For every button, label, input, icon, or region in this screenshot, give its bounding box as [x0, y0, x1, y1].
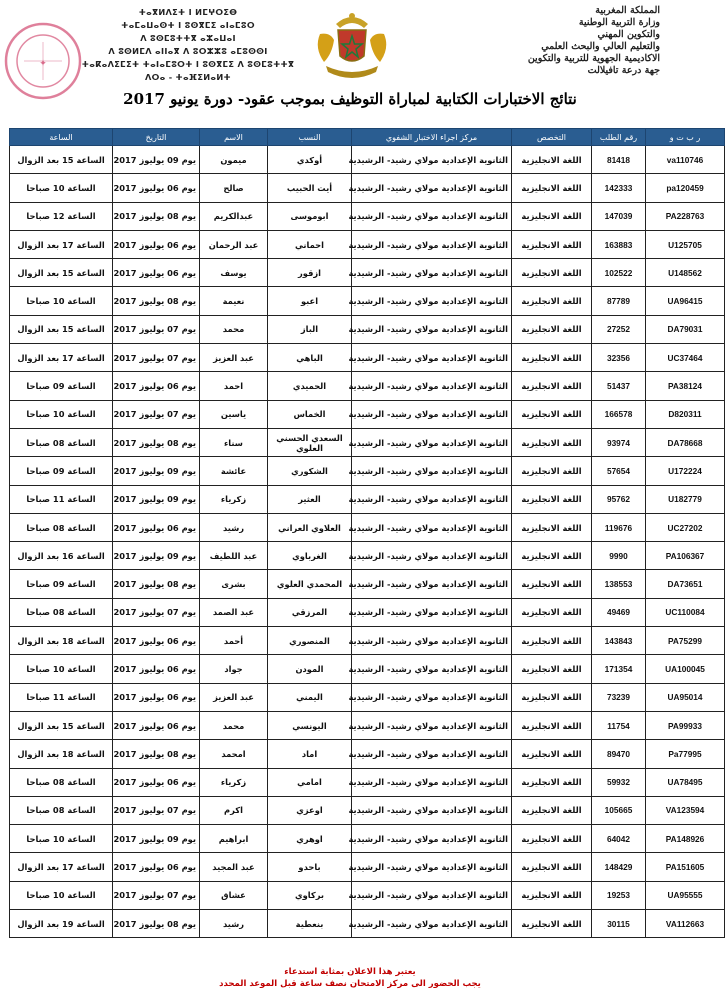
cell-family-name: امامي	[268, 768, 352, 796]
cell-specialty: اللغة الانجليزية	[512, 711, 592, 739]
cell-code: Pa77995	[646, 740, 725, 768]
cell-exam-center: الثانوية الإعدادية مولاي رشيد- الرشيدية	[352, 230, 512, 258]
cell-specialty: اللغة الانجليزية	[512, 146, 592, 174]
cell-specialty: اللغة الانجليزية	[512, 598, 592, 626]
cell-first-name: عبد الرحمان	[200, 230, 268, 258]
table-row	[10, 400, 725, 428]
cell-family-name: باحدو	[268, 853, 352, 881]
cell-exam-center: الثانوية الإعدادية مولاي رشيد- الرشيدية	[352, 315, 512, 343]
cell-first-name: أحمد	[200, 627, 268, 655]
cell-code: UA95555	[646, 881, 725, 909]
tifinagh-line: ⵜⴰⴽⴰⴷⵉⵎⵉⵜ ⵜⴰⵏⴰⵎⵓⵔⵜ ⵏ ⵓⵙⴳⵎⵉ ⴷ ⵓⵙⵎⵓⵜⵜⴳ	[81, 59, 295, 69]
cell-request-number: 166578	[592, 400, 646, 428]
table-row	[10, 542, 725, 570]
table-row	[10, 202, 725, 230]
cell-family-name: الغرباوي	[268, 542, 352, 570]
arabic-header-line: والتعليم العالي والبحث العلمي	[541, 41, 660, 52]
cell-request-number: 148429	[592, 853, 646, 881]
cell-first-name: محمد	[200, 711, 268, 739]
cell-first-name: نعيمة	[200, 287, 268, 315]
cell-exam-center: الثانوية الإعدادية مولاي رشيد- الرشيدية	[352, 146, 512, 174]
cell-time: الساعة 10 صباحا	[10, 655, 113, 683]
cell-specialty: اللغة الانجليزية	[512, 570, 592, 598]
cell-code: U125705	[646, 230, 725, 258]
cell-code: PA106367	[646, 542, 725, 570]
table-row	[10, 344, 725, 372]
cell-time: الساعة 19 بعد الزوال	[10, 910, 113, 938]
table-row	[10, 740, 725, 768]
cell-code: PA38124	[646, 372, 725, 400]
cell-time: الساعة 15 بعد الزوال	[10, 146, 113, 174]
tifinagh-line: ⵜⴰⴳⵍⴷⵉⵜ ⵏ ⵍⵎⵖⵔⵉⴱ	[138, 7, 238, 17]
cell-date: يوم 07 يوليوز 2017	[113, 796, 200, 824]
cell-date: يوم 09 يوليوز 2017	[113, 825, 200, 853]
cell-code: UC37464	[646, 344, 725, 372]
cell-specialty: اللغة الانجليزية	[512, 287, 592, 315]
cell-code: va110746	[646, 146, 725, 174]
cell-code: PA148926	[646, 825, 725, 853]
cell-date: يوم 06 يوليوز 2017	[113, 655, 200, 683]
column-header-request-number: رقم الطلب	[592, 129, 646, 146]
cell-date: يوم 07 يوليوز 2017	[113, 400, 200, 428]
cell-first-name: عبد العزيز	[200, 344, 268, 372]
cell-family-name: الحميدي	[268, 372, 352, 400]
table-row	[10, 853, 725, 881]
cell-first-name: عائشة	[200, 457, 268, 485]
table-row	[10, 428, 725, 456]
cell-first-name: بشرى	[200, 570, 268, 598]
table-row	[10, 711, 725, 739]
cell-time: الساعة 15 بعد الزوال	[10, 711, 113, 739]
cell-first-name: ميمون	[200, 146, 268, 174]
cell-request-number: 171354	[592, 655, 646, 683]
table-row	[10, 230, 725, 258]
cell-family-name: بركاوي	[268, 881, 352, 909]
cell-first-name: ابراهيم	[200, 825, 268, 853]
cell-first-name: اكرم	[200, 796, 268, 824]
cell-family-name: الشكوري	[268, 457, 352, 485]
cell-request-number: 32356	[592, 344, 646, 372]
cell-family-name: ازقور	[268, 259, 352, 287]
cell-first-name: رشيد	[200, 910, 268, 938]
cell-first-name: امحمد	[200, 740, 268, 768]
cell-specialty: اللغة الانجليزية	[512, 400, 592, 428]
cell-exam-center: الثانوية الإعدادية مولاي رشيد- الرشيدية	[352, 174, 512, 202]
cell-family-name: أيت الحبيب	[268, 174, 352, 202]
cell-family-name: اوهري	[268, 825, 352, 853]
footer-notice-line: يجب الحضور الى مركز الامتحان نصف ساعة قبل الموعد المحدد	[219, 979, 481, 989]
cell-code: UC27202	[646, 513, 725, 541]
cell-code: D820311	[646, 400, 725, 428]
footer-notice-line: يعتبر هذا الاعلان بمثابة استدعاء	[284, 967, 416, 977]
cell-exam-center: الثانوية الإعدادية مولاي رشيد- الرشيدية	[352, 428, 512, 456]
cell-request-number: 102522	[592, 259, 646, 287]
cell-code: UA78495	[646, 768, 725, 796]
tifinagh-line: ⴷⵔⴰ - ⵜⴰⴼⵉⵍⴰⵍⵜ	[144, 72, 232, 82]
cell-request-number: 11754	[592, 711, 646, 739]
cell-date: يوم 06 يوليوز 2017	[113, 683, 200, 711]
cell-time: الساعة 09 صباحا	[10, 372, 113, 400]
cell-date: يوم 06 يوليوز 2017	[113, 230, 200, 258]
cell-exam-center: الثانوية الإعدادية مولاي رشيد- الرشيدية	[352, 259, 512, 287]
cell-family-name: اعبو	[268, 287, 352, 315]
page-title: نتائج الاختبارات الكتابية لمباراة التوظيف بموجب عقود- دورة يونيو 2017	[123, 90, 577, 108]
cell-specialty: اللغة الانجليزية	[512, 428, 592, 456]
cell-family-name: المودن	[268, 655, 352, 683]
cell-time: الساعة 10 صباحا	[10, 174, 113, 202]
cell-request-number: 51437	[592, 372, 646, 400]
cell-time: الساعة 08 صباحا	[10, 513, 113, 541]
cell-first-name: ياسين	[200, 400, 268, 428]
results-table	[9, 128, 725, 938]
column-header-code: ر ب ت و	[646, 129, 725, 146]
table-row	[10, 796, 725, 824]
cell-time: الساعة 17 بعد الزوال	[10, 344, 113, 372]
cell-exam-center: الثانوية الإعدادية مولاي رشيد- الرشيدية	[352, 570, 512, 598]
arabic-header-line: الاكاديمية الجهوية للتربية والتكوين	[527, 53, 660, 64]
cell-date: يوم 08 يوليوز 2017	[113, 202, 200, 230]
tifinagh-line: ⴷ ⵓⵙⵍⵎⴷ ⴰⵏⵏⴰⴳ ⴷ ⵓⵔⵣⵣⵓ ⴰⵎⵓⵙⵙⵏ	[108, 46, 268, 56]
cell-family-name: اليونسي	[268, 711, 352, 739]
cell-code: pa120459	[646, 174, 725, 202]
cell-first-name: احمد	[200, 372, 268, 400]
cell-family-name: العثير	[268, 485, 352, 513]
cell-family-name: أوكدي	[268, 146, 352, 174]
cell-exam-center: الثانوية الإعدادية مولاي رشيد- الرشيدية	[352, 372, 512, 400]
cell-first-name: عبد الصمد	[200, 598, 268, 626]
cell-exam-center: الثانوية الإعدادية مولاي رشيد- الرشيدية	[352, 344, 512, 372]
cell-code: DA73651	[646, 570, 725, 598]
cell-date: يوم 07 يوليوز 2017	[113, 881, 200, 909]
cell-time: الساعة 09 صباحا	[10, 457, 113, 485]
cell-exam-center: الثانوية الإعدادية مولاي رشيد- الرشيدية	[352, 853, 512, 881]
cell-request-number: 105665	[592, 796, 646, 824]
cell-date: يوم 09 يوليوز 2017	[113, 146, 200, 174]
column-header-family-name: النسب	[268, 129, 352, 146]
cell-date: يوم 06 يوليوز 2017	[113, 853, 200, 881]
table-row	[10, 570, 725, 598]
cell-date: يوم 06 يوليوز 2017	[113, 372, 200, 400]
arabic-header-line: جهة درعة تافيلالت	[587, 65, 660, 76]
cell-request-number: 64042	[592, 825, 646, 853]
cell-code: DA78668	[646, 428, 725, 456]
table-row	[10, 825, 725, 853]
cell-first-name: صالح	[200, 174, 268, 202]
cell-code: U172224	[646, 457, 725, 485]
cell-request-number: 9990	[592, 542, 646, 570]
table-row	[10, 683, 725, 711]
cell-code: U148562	[646, 259, 725, 287]
cell-time: الساعة 08 صباحا	[10, 768, 113, 796]
cell-exam-center: الثانوية الإعدادية مولاي رشيد- الرشيدية	[352, 683, 512, 711]
cell-date: يوم 06 يوليوز 2017	[113, 627, 200, 655]
cell-time: الساعة 15 بعد الزوال	[10, 259, 113, 287]
column-header-first-name: الاسم	[200, 129, 268, 146]
cell-first-name: سناء	[200, 428, 268, 456]
cell-first-name: جواد	[200, 655, 268, 683]
cell-code: UA95014	[646, 683, 725, 711]
cell-exam-center: الثانوية الإعدادية مولاي رشيد- الرشيدية	[352, 910, 512, 938]
document-header	[0, 0, 700, 88]
table-row	[10, 881, 725, 909]
cell-time: الساعة 16 بعد الزوال	[10, 542, 113, 570]
cell-date: يوم 07 يوليوز 2017	[113, 315, 200, 343]
arabic-header-line: المملكة المغربية	[595, 5, 660, 16]
column-header-time: الساعة	[10, 129, 113, 146]
cell-time: الساعة 17 بعد الزوال	[10, 230, 113, 258]
cell-date: يوم 06 يوليوز 2017	[113, 259, 200, 287]
table-row	[10, 174, 725, 202]
cell-first-name: عشاق	[200, 881, 268, 909]
column-header-date: التاريخ	[113, 129, 200, 146]
cell-exam-center: الثانوية الإعدادية مولاي رشيد- الرشيدية	[352, 627, 512, 655]
cell-family-name: المرزقي	[268, 598, 352, 626]
cell-request-number: 95762	[592, 485, 646, 513]
cell-exam-center: الثانوية الإعدادية مولاي رشيد- الرشيدية	[352, 740, 512, 768]
cell-date: يوم 07 يوليوز 2017	[113, 598, 200, 626]
tifinagh-line: ⴷ ⵓⵙⵎⵓⵜⵜⴳ ⴰⵣⴰⵡⴰⵏ	[140, 33, 236, 43]
table-row	[10, 655, 725, 683]
cell-exam-center: الثانوية الإعدادية مولاي رشيد- الرشيدية	[352, 825, 512, 853]
table-row	[10, 457, 725, 485]
cell-specialty: اللغة الانجليزية	[512, 174, 592, 202]
cell-date: يوم 08 يوليوز 2017	[113, 740, 200, 768]
cell-specialty: اللغة الانجليزية	[512, 372, 592, 400]
cell-specialty: اللغة الانجليزية	[512, 768, 592, 796]
cell-time: الساعة 18 بعد الزوال	[10, 740, 113, 768]
cell-request-number: 142333	[592, 174, 646, 202]
cell-family-name: الباز	[268, 315, 352, 343]
cell-code: DA79031	[646, 315, 725, 343]
cell-family-name: اماد	[268, 740, 352, 768]
table-row	[10, 315, 725, 343]
cell-family-name: احماني	[268, 230, 352, 258]
cell-request-number: 81418	[592, 146, 646, 174]
cell-code: UA96415	[646, 287, 725, 315]
cell-specialty: اللغة الانجليزية	[512, 740, 592, 768]
cell-specialty: اللغة الانجليزية	[512, 485, 592, 513]
cell-code: PA75299	[646, 627, 725, 655]
cell-code: PA99933	[646, 711, 725, 739]
cell-specialty: اللغة الانجليزية	[512, 683, 592, 711]
cell-specialty: اللغة الانجليزية	[512, 457, 592, 485]
cell-family-name: المنصوري	[268, 627, 352, 655]
cell-time: الساعة 10 صباحا	[10, 881, 113, 909]
cell-specialty: اللغة الانجليزية	[512, 853, 592, 881]
cell-time: الساعة 08 صباحا	[10, 796, 113, 824]
tifinagh-line: ⵜⴰⵎⴰⵡⴰⵙⵜ ⵏ ⵓⵙⴳⵎⵉ ⴰⵏⴰⵎⵓⵔ	[121, 20, 255, 30]
cell-request-number: 59932	[592, 768, 646, 796]
cell-family-name: السعدي الحسني العلوي	[268, 428, 352, 456]
cell-time: الساعة 12 صباحا	[10, 202, 113, 230]
cell-date: يوم 09 يوليوز 2017	[113, 485, 200, 513]
cell-family-name: بنعطية	[268, 910, 352, 938]
cell-request-number: 147039	[592, 202, 646, 230]
cell-date: يوم 06 يوليوز 2017	[113, 513, 200, 541]
cell-request-number: 138553	[592, 570, 646, 598]
cell-first-name: عبدالكريم	[200, 202, 268, 230]
cell-first-name: يوسف	[200, 259, 268, 287]
cell-request-number: 30115	[592, 910, 646, 938]
cell-code: PA228763	[646, 202, 725, 230]
cell-time: الساعة 10 صباحا	[10, 400, 113, 428]
cell-code: VA123594	[646, 796, 725, 824]
arabic-ministry-header	[390, 5, 660, 77]
arabic-header-line: والتكوين المهني	[597, 29, 660, 40]
cell-time: الساعة 11 صباحا	[10, 683, 113, 711]
cell-time: الساعة 18 بعد الزوال	[10, 627, 113, 655]
cell-time: الساعة 11 صباحا	[10, 485, 113, 513]
cell-exam-center: الثانوية الإعدادية مولاي رشيد- الرشيدية	[352, 881, 512, 909]
cell-first-name: محمد	[200, 315, 268, 343]
cell-family-name: ابوموسى	[268, 202, 352, 230]
cell-specialty: اللغة الانجليزية	[512, 259, 592, 287]
cell-date: يوم 09 يوليوز 2017	[113, 542, 200, 570]
table-row	[10, 598, 725, 626]
cell-time: الساعة 10 صباحا	[10, 287, 113, 315]
table-row	[10, 259, 725, 287]
cell-family-name: العلاوي العراني	[268, 513, 352, 541]
cell-code: U182779	[646, 485, 725, 513]
cell-family-name: اليمني	[268, 683, 352, 711]
cell-family-name: المحمدي العلوي	[268, 570, 352, 598]
cell-date: يوم 09 يوليوز 2017	[113, 457, 200, 485]
table-row	[10, 146, 725, 174]
cell-request-number: 19253	[592, 881, 646, 909]
cell-exam-center: الثانوية الإعدادية مولاي رشيد- الرشيدية	[352, 768, 512, 796]
cell-date: يوم 08 يوليوز 2017	[113, 428, 200, 456]
cell-exam-center: الثانوية الإعدادية مولاي رشيد- الرشيدية	[352, 287, 512, 315]
cell-specialty: اللغة الانجليزية	[512, 202, 592, 230]
table-row	[10, 287, 725, 315]
table-header-row	[10, 129, 725, 146]
cell-request-number: 73239	[592, 683, 646, 711]
cell-exam-center: الثانوية الإعدادية مولاي رشيد- الرشيدية	[352, 202, 512, 230]
cell-specialty: اللغة الانجليزية	[512, 881, 592, 909]
cell-specialty: اللغة الانجليزية	[512, 910, 592, 938]
table-row	[10, 627, 725, 655]
cell-specialty: اللغة الانجليزية	[512, 825, 592, 853]
table-row	[10, 768, 725, 796]
cell-exam-center: الثانوية الإعدادية مولاي رشيد- الرشيدية	[352, 542, 512, 570]
cell-code: VA112663	[646, 910, 725, 938]
cell-exam-center: الثانوية الإعدادية مولاي رشيد- الرشيدية	[352, 513, 512, 541]
cell-exam-center: الثانوية الإعدادية مولاي رشيد- الرشيدية	[352, 457, 512, 485]
cell-specialty: اللغة الانجليزية	[512, 513, 592, 541]
cell-first-name: زكرياء	[200, 485, 268, 513]
cell-family-name: الباهي	[268, 344, 352, 372]
cell-exam-center: الثانوية الإعدادية مولاي رشيد- الرشيدية	[352, 400, 512, 428]
cell-request-number: 57654	[592, 457, 646, 485]
table-row	[10, 910, 725, 938]
footer-notice	[0, 966, 700, 990]
column-header-exam-center: مركز اجراء الاختبار الشفوي	[352, 129, 512, 146]
cell-specialty: اللغة الانجليزية	[512, 230, 592, 258]
cell-specialty: اللغة الانجليزية	[512, 542, 592, 570]
cell-code: UA100045	[646, 655, 725, 683]
column-header-specialty: التخصص	[512, 129, 592, 146]
cell-first-name: زكرياء	[200, 768, 268, 796]
cell-request-number: 87789	[592, 287, 646, 315]
cell-specialty: اللغة الانجليزية	[512, 627, 592, 655]
cell-exam-center: الثانوية الإعدادية مولاي رشيد- الرشيدية	[352, 598, 512, 626]
cell-time: الساعة 10 صباحا	[10, 825, 113, 853]
cell-exam-center: الثانوية الإعدادية مولاي رشيد- الرشيدية	[352, 711, 512, 739]
cell-date: يوم 06 يوليوز 2017	[113, 768, 200, 796]
cell-request-number: 89470	[592, 740, 646, 768]
cell-date: يوم 07 يوليوز 2017	[113, 344, 200, 372]
cell-date: يوم 08 يوليوز 2017	[113, 910, 200, 938]
table-row	[10, 372, 725, 400]
cell-first-name: عبد اللطيف	[200, 542, 268, 570]
svg-text:✦: ✦	[39, 59, 47, 69]
cell-exam-center: الثانوية الإعدادية مولاي رشيد- الرشيدية	[352, 655, 512, 683]
cell-time: الساعة 15 بعد الزوال	[10, 315, 113, 343]
cell-specialty: اللغة الانجليزية	[512, 796, 592, 824]
arabic-header-line: وزارة التربية الوطنية	[578, 17, 660, 28]
cell-code: PA151605	[646, 853, 725, 881]
cell-first-name: عبد المجيد	[200, 853, 268, 881]
table-row	[10, 485, 725, 513]
cell-specialty: اللغة الانجليزية	[512, 315, 592, 343]
cell-first-name: رشيد	[200, 513, 268, 541]
cell-request-number: 163883	[592, 230, 646, 258]
cell-first-name: عبد العزيز	[200, 683, 268, 711]
cell-date: يوم 08 يوليوز 2017	[113, 570, 200, 598]
cell-request-number: 93974	[592, 428, 646, 456]
cell-date: يوم 06 يوليوز 2017	[113, 711, 200, 739]
cell-exam-center: الثانوية الإعدادية مولاي رشيد- الرشيدية	[352, 796, 512, 824]
cell-family-name: الخماس	[268, 400, 352, 428]
table-row	[10, 513, 725, 541]
cell-time: الساعة 08 صباحا	[10, 598, 113, 626]
cell-request-number: 143843	[592, 627, 646, 655]
cell-date: يوم 08 يوليوز 2017	[113, 287, 200, 315]
cell-request-number: 27252	[592, 315, 646, 343]
cell-exam-center: الثانوية الإعدادية مولاي رشيد- الرشيدية	[352, 485, 512, 513]
moroccan-coat-of-arms-icon	[306, 4, 398, 84]
cell-specialty: اللغة الانجليزية	[512, 655, 592, 683]
cell-request-number: 119676	[592, 513, 646, 541]
cell-time: الساعة 17 بعد الزوال	[10, 853, 113, 881]
cell-time: الساعة 09 صباحا	[10, 570, 113, 598]
cell-time: الساعة 08 صباحا	[10, 428, 113, 456]
cell-request-number: 49469	[592, 598, 646, 626]
cell-date: يوم 06 يوليوز 2017	[113, 174, 200, 202]
cell-code: UC110084	[646, 598, 725, 626]
cell-specialty: اللغة الانجليزية	[512, 344, 592, 372]
cell-family-name: اوعزي	[268, 796, 352, 824]
